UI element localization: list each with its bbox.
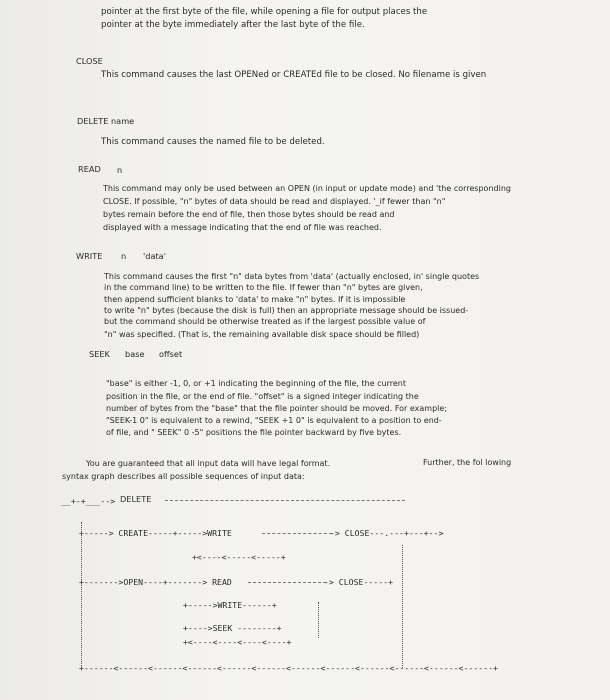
guarantee-line-1b: Further, the fol lowing (423, 458, 512, 467)
seek-param-offset: offset (159, 349, 183, 359)
write-heading: WRITE (76, 251, 103, 261)
read-line-4: displayed with a message indicating that the end of file was reached. (103, 223, 382, 232)
seek-line-3: number of bytes from the "base" that the file pointer should be moved. For example; (106, 404, 448, 413)
diagram-left-rail (81, 522, 82, 668)
write-line-6: "n" was specified. (That is, the remaining available disk space should be filled) (104, 330, 420, 339)
diagram-loop-1: +<----<-----<-----+ (192, 552, 286, 562)
write-line-1: This command causes the first "n" data bytes from 'data' (actually enclosed, in' single quotes (104, 272, 480, 281)
delete-heading: DELETE name (77, 116, 135, 126)
diagram-bottom-back: +------<------<------<------<------<------<------<------<------<------<------<------+ (79, 663, 498, 673)
seek-param-base: base (125, 349, 145, 359)
seek-line-5: of file, and " SEEK" 0 -5" positions the file pointer backward by five bytes. (106, 428, 402, 437)
diagram-seek-loop: +---->SEEK --------+ (183, 623, 282, 633)
diagram-open-close: -> CLOSE-----+ (324, 577, 394, 587)
guarantee-line-2: syntax graph describes all possible sequences of input data: (62, 472, 305, 481)
seek-line-4: "SEEK-1 0" is equivalent to a rewind, "SEEK +1 0" is equivalent to a position to end- (106, 416, 442, 425)
delete-description: This command causes the named file to be deleted. (101, 137, 325, 147)
diagram-write-loop: +----->WRITE------+ (183, 600, 277, 610)
diagram-delete-line (165, 500, 405, 501)
seek-heading: SEEK (89, 349, 110, 359)
write-line-4: to write "n" bytes (because the disk is full) then an appropriate message should be issued- (104, 306, 469, 315)
write-line-3: then append sufficient blanks to 'data' to make "n" bytes. If it is impossible (104, 295, 406, 304)
close-heading: CLOSE (76, 56, 103, 66)
write-param-n: n (121, 251, 127, 261)
diagram-delete-label: DELETE (120, 494, 152, 504)
guarantee-line-1a: You are guaranteed that all input data will have legal format. (86, 459, 331, 468)
diagram-start-arrow: __+-+___--> (61, 496, 116, 506)
diagram-right-rail (402, 545, 403, 668)
read-param: n (117, 165, 123, 175)
close-description: This command causes the last OPENed or CREATEd file to be closed. No filename is given (101, 70, 487, 80)
diagram-inner-rail (318, 602, 319, 638)
write-line-2: in the command line) to be written to the file. If fewer than "n" bytes are given, (104, 283, 423, 292)
diagram-open-row: +------->OPEN----+-------> READ (79, 577, 232, 587)
read-line-2: CLOSE. If possible, "n" bytes of data should be read and displayed. '_if fewer than "n" (103, 197, 446, 206)
seek-line-2: position in the file, or the end of file. "offset" is a signed integer indicating the (106, 392, 419, 401)
diagram-create-line (262, 533, 332, 534)
intro-line-2: pointer at the byte immediately after the last byte of the file. (101, 20, 365, 30)
intro-line-1: pointer at the first byte of the file, while opening a file for output places the (101, 7, 428, 17)
seek-line-1: "base" is either -1, 0, or +1 indicating the beginning of the file, the current (106, 379, 407, 388)
read-line-1: This command may only be used between an OPEN (in input or update mode) and 'the corresponding (103, 184, 511, 193)
diagram-open-line (248, 582, 326, 583)
diagram-inner-back: +<----<----<----<----+ (183, 637, 292, 647)
read-line-3: bytes remain before the end of file, then those bytes should be read and (103, 210, 395, 219)
write-line-5: but the command should be otherwise treated as if the largest possible value of (104, 317, 426, 326)
diagram-create-close: -> CLOSE---.---+---+--> (330, 528, 444, 538)
write-param-data: 'data' (143, 251, 166, 261)
diagram-create-row: +-----> CREATE-----+----->WRITE (79, 528, 232, 538)
read-heading: READ (78, 164, 101, 174)
